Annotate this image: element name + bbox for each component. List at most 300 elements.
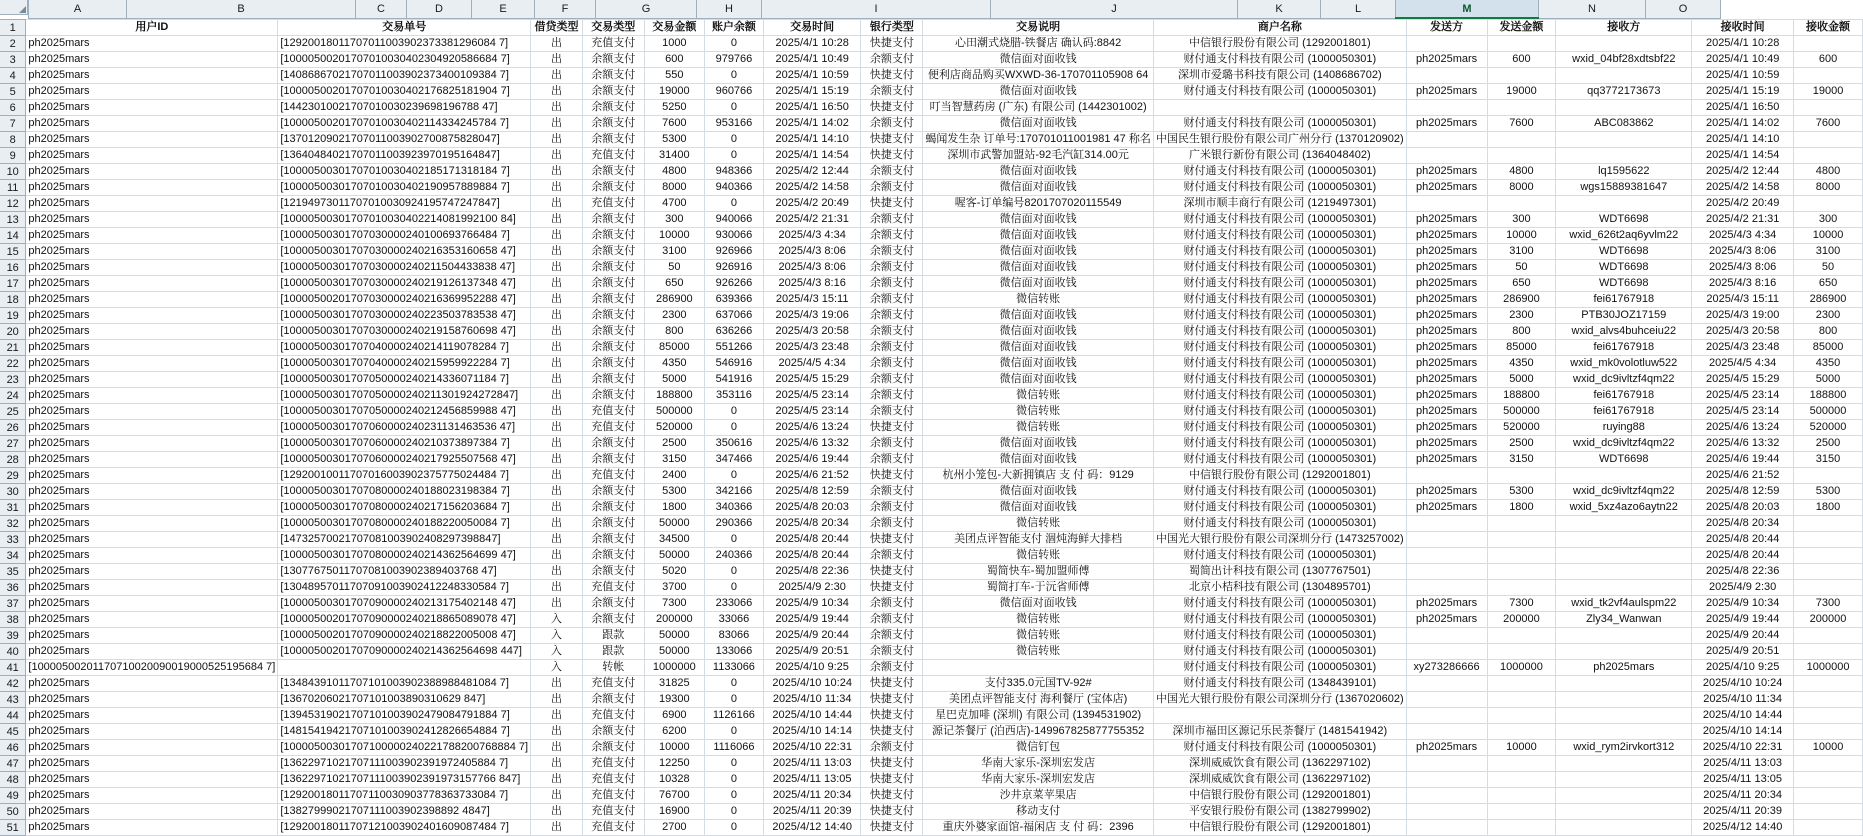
cell-d-40[interactable]: 跟款 — [582, 644, 644, 660]
cell-e-43[interactable]: 19300 — [644, 692, 704, 708]
cell-h-44[interactable]: 快捷支付 — [861, 708, 923, 724]
cell-d-18[interactable]: 余额支付 — [582, 292, 644, 308]
cell-g-10[interactable]: 2025/4/2 12:44 — [763, 164, 861, 180]
cell-m-6[interactable] — [1556, 100, 1692, 116]
cell-g-14[interactable]: 2025/4/3 4:34 — [763, 228, 861, 244]
cell-o-43[interactable] — [1794, 692, 1863, 708]
cell-f-47[interactable]: 0 — [704, 756, 763, 772]
table-row[interactable] — [0, 324, 1863, 340]
cell-i-15[interactable]: 微信面对面收钱 — [923, 244, 1154, 260]
cell-h-28[interactable]: 余额支付 — [861, 452, 923, 468]
cell-f-42[interactable]: 0 — [704, 676, 763, 692]
cell-l-42[interactable] — [1487, 676, 1556, 692]
row-header[interactable]: 30 — [0, 484, 26, 500]
table-row[interactable] — [0, 148, 1863, 164]
table-row[interactable] — [0, 420, 1863, 436]
cell-c-50[interactable]: 出 — [531, 804, 583, 820]
cell-j-25[interactable]: 财付通支付科技有限公司 (1000050301) — [1154, 404, 1407, 420]
cell-j-37[interactable]: 财付通支付科技有限公司 (1000050301) — [1154, 596, 1407, 612]
cell-h-33[interactable]: 快捷支付 — [861, 532, 923, 548]
cell-n-41[interactable]: 2025/4/10 9:25 — [1692, 660, 1794, 676]
cell-d-45[interactable]: 余额支付 — [582, 724, 644, 740]
cell-h-3[interactable]: 余额支付 — [861, 52, 923, 68]
cell-g-40[interactable]: 2025/4/9 20:51 — [763, 644, 861, 660]
cell-d-44[interactable]: 充值支付 — [582, 708, 644, 724]
cell-b-29[interactable]: [12920010011707016003902375775024484 7] — [278, 468, 531, 484]
cell-a-5[interactable]: ph2025mars — [26, 84, 278, 100]
cell-f-51[interactable]: 0 — [704, 820, 763, 836]
cell-b-45[interactable]: [14815419421707101003902412826654884 7] — [278, 724, 531, 740]
cell-d-10[interactable]: 余额支付 — [582, 164, 644, 180]
cell-o-41[interactable]: 1000000 — [1794, 660, 1863, 676]
row-header[interactable]: 25 — [0, 404, 26, 420]
cell-c-35[interactable]: 出 — [531, 564, 583, 580]
cell-g-15[interactable]: 2025/4/3 8:06 — [763, 244, 861, 260]
cell-i-46[interactable]: 微信钉包 — [923, 740, 1154, 756]
cell-m-32[interactable] — [1556, 516, 1692, 532]
cell-c-39[interactable]: 入 — [531, 628, 583, 644]
cell-n-43[interactable]: 2025/4/10 11:34 — [1692, 692, 1794, 708]
cell-f-8[interactable]: 0 — [704, 132, 763, 148]
cell-g-49[interactable]: 2025/4/11 20:34 — [763, 788, 861, 804]
cell-c-43[interactable]: 出 — [531, 692, 583, 708]
cell-f-36[interactable]: 0 — [704, 580, 763, 596]
row-header[interactable]: 18 — [0, 292, 26, 308]
cell-e-19[interactable]: 2300 — [644, 308, 704, 324]
cell-a-45[interactable]: ph2025mars — [26, 724, 278, 740]
cell-o-15[interactable]: 3100 — [1794, 244, 1863, 260]
cell-n-8[interactable]: 2025/4/1 14:10 — [1692, 132, 1794, 148]
cell-e-47[interactable]: 12250 — [644, 756, 704, 772]
cell-f-11[interactable]: 940366 — [704, 180, 763, 196]
cell-m-17[interactable]: WDT6698 — [1556, 276, 1692, 292]
cell-h-41[interactable]: 余额支付 — [861, 660, 923, 676]
column-header-d[interactable]: D — [407, 0, 472, 18]
cell-b-36[interactable]: [13048957011707091003902412248330584 7] — [278, 580, 531, 596]
cell-n-37[interactable]: 2025/4/9 10:34 — [1692, 596, 1794, 612]
cell-n-7[interactable]: 2025/4/1 14:02 — [1692, 116, 1794, 132]
row-header[interactable]: 26 — [0, 420, 26, 436]
table-row[interactable] — [0, 100, 1863, 116]
cell-n-5[interactable]: 2025/4/1 15:19 — [1692, 84, 1794, 100]
table-row[interactable] — [0, 52, 1863, 68]
table-row[interactable] — [0, 724, 1863, 740]
cell-h-19[interactable]: 余额支付 — [861, 308, 923, 324]
cell-j-38[interactable]: 财付通支付科技有限公司 (1000050301) — [1154, 612, 1407, 628]
cell-b-51[interactable]: [12920018011707121003902401609087484 7] — [278, 820, 531, 836]
cell-f-50[interactable]: 0 — [704, 804, 763, 820]
cell-n-39[interactable]: 2025/4/9 20:44 — [1692, 628, 1794, 644]
cell-l-37[interactable]: 7300 — [1487, 596, 1556, 612]
cell-n-27[interactable]: 2025/4/6 13:32 — [1692, 436, 1794, 452]
cell-b-1[interactable]: 交易单号 — [278, 20, 531, 36]
cell-m-30[interactable]: wxid_dc9ivltzf4qm22 — [1556, 484, 1692, 500]
table-row[interactable] — [0, 196, 1863, 212]
cell-o-3[interactable]: 600 — [1794, 52, 1863, 68]
cell-i-18[interactable]: 微信转账 — [923, 292, 1154, 308]
cell-m-12[interactable] — [1556, 196, 1692, 212]
cell-k-32[interactable] — [1406, 516, 1487, 532]
cell-i-28[interactable]: 微信面对面收钱 — [923, 452, 1154, 468]
cell-d-11[interactable]: 余额支付 — [582, 180, 644, 196]
cell-c-51[interactable]: 出 — [531, 820, 583, 836]
cell-g-4[interactable]: 2025/4/1 10:59 — [763, 68, 861, 84]
cell-i-19[interactable]: 微信面对面收钱 — [923, 308, 1154, 324]
cell-m-4[interactable] — [1556, 68, 1692, 84]
cell-e-42[interactable]: 31825 — [644, 676, 704, 692]
cell-f-31[interactable]: 340366 — [704, 500, 763, 516]
cell-k-21[interactable]: ph2025mars — [1406, 340, 1487, 356]
cell-e-6[interactable]: 5250 — [644, 100, 704, 116]
cell-b-38[interactable]: [10000500201707090000240218865089078 47] — [278, 612, 531, 628]
cell-n-47[interactable]: 2025/4/11 13:03 — [1692, 756, 1794, 772]
cell-c-42[interactable]: 出 — [531, 676, 583, 692]
cell-n-49[interactable]: 2025/4/11 20:34 — [1692, 788, 1794, 804]
cell-e-39[interactable]: 50000 — [644, 628, 704, 644]
cell-j-17[interactable]: 财付通支付科技有限公司 (1000050301) — [1154, 276, 1407, 292]
cell-e-37[interactable]: 7300 — [644, 596, 704, 612]
cell-h-2[interactable]: 快捷支付 — [861, 36, 923, 52]
cell-a-33[interactable]: ph2025mars — [26, 532, 278, 548]
cell-k-19[interactable]: ph2025mars — [1406, 308, 1487, 324]
table-row[interactable] — [0, 756, 1863, 772]
cell-b-8[interactable]: [13701209021707011003902700875828047] — [278, 132, 531, 148]
cell-d-42[interactable]: 充值支付 — [582, 676, 644, 692]
table-row[interactable] — [0, 68, 1863, 84]
cell-b-42[interactable]: [13484391011707101003902388988481084 7] — [278, 676, 531, 692]
row-header[interactable]: 37 — [0, 596, 26, 612]
cell-m-26[interactable]: ruying88 — [1556, 420, 1692, 436]
cell-e-24[interactable]: 188800 — [644, 388, 704, 404]
cell-i-4[interactable]: 便利店商品购买WXWD-36-170701105908 64 — [923, 68, 1154, 84]
cell-d-20[interactable]: 余额支付 — [582, 324, 644, 340]
cell-n-45[interactable]: 2025/4/10 14:14 — [1692, 724, 1794, 740]
cell-f-49[interactable]: 0 — [704, 788, 763, 804]
cell-g-24[interactable]: 2025/4/5 23:14 — [763, 388, 861, 404]
cell-g-23[interactable]: 2025/4/5 15:29 — [763, 372, 861, 388]
cell-b-28[interactable]: [10000500301707060000240217925507568 47] — [278, 452, 531, 468]
row-header[interactable]: 14 — [0, 228, 26, 244]
table-row[interactable] — [0, 228, 1863, 244]
cell-d-49[interactable]: 充值支付 — [582, 788, 644, 804]
cell-b-27[interactable]: [10000500301707060000240210373897384 7] — [278, 436, 531, 452]
row-header[interactable]: 9 — [0, 148, 26, 164]
row-header[interactable]: 22 — [0, 356, 26, 372]
cell-n-1[interactable]: 接收时间 — [1692, 20, 1794, 36]
cell-l-23[interactable]: 5000 — [1487, 372, 1556, 388]
cell-k-24[interactable]: ph2025mars — [1406, 388, 1487, 404]
cell-n-51[interactable]: 2025/4/12 14:40 — [1692, 820, 1794, 836]
cell-m-35[interactable] — [1556, 564, 1692, 580]
cell-d-15[interactable]: 余额支付 — [582, 244, 644, 260]
cell-i-44[interactable]: 星巴克加啡 (深圳) 有限公司 (1394531902) — [923, 708, 1154, 724]
cell-g-34[interactable]: 2025/4/8 20:44 — [763, 548, 861, 564]
cell-i-16[interactable]: 微信面对面收钱 — [923, 260, 1154, 276]
cell-a-49[interactable]: ph2025mars — [26, 788, 278, 804]
cell-l-18[interactable]: 286900 — [1487, 292, 1556, 308]
cell-n-33[interactable]: 2025/4/8 20:44 — [1692, 532, 1794, 548]
cell-d-34[interactable]: 余额支付 — [582, 548, 644, 564]
cell-a-38[interactable]: ph2025mars — [26, 612, 278, 628]
cell-e-13[interactable]: 300 — [644, 212, 704, 228]
cell-g-30[interactable]: 2025/4/8 12:59 — [763, 484, 861, 500]
row-header[interactable]: 4 — [0, 68, 26, 84]
cell-o-16[interactable]: 50 — [1794, 260, 1863, 276]
cell-o-8[interactable] — [1794, 132, 1863, 148]
cell-f-14[interactable]: 930066 — [704, 228, 763, 244]
cell-i-39[interactable]: 微信转账 — [923, 628, 1154, 644]
cell-h-24[interactable]: 余额支付 — [861, 388, 923, 404]
cell-j-23[interactable]: 财付通支付科技有限公司 (1000050301) — [1154, 372, 1407, 388]
cell-k-27[interactable]: ph2025mars — [1406, 436, 1487, 452]
column-header-o[interactable]: O — [1646, 0, 1721, 18]
cell-a-3[interactable]: ph2025mars — [26, 52, 278, 68]
cell-h-13[interactable]: 余额支付 — [861, 212, 923, 228]
cell-o-7[interactable]: 7600 — [1794, 116, 1863, 132]
cell-g-26[interactable]: 2025/4/6 13:24 — [763, 420, 861, 436]
cell-o-34[interactable] — [1794, 548, 1863, 564]
cell-c-32[interactable]: 出 — [531, 516, 583, 532]
cell-j-29[interactable]: 中信银行股份有限公司 (1292001801) — [1154, 468, 1407, 484]
cell-j-2[interactable]: 中信银行股份有限公司 (1292001801) — [1154, 36, 1407, 52]
cell-i-20[interactable]: 微信面对面收钱 — [923, 324, 1154, 340]
table-row[interactable] — [0, 404, 1863, 420]
row-header[interactable]: 17 — [0, 276, 26, 292]
cell-d-5[interactable]: 余额支付 — [582, 84, 644, 100]
cell-a-12[interactable]: ph2025mars — [26, 196, 278, 212]
cell-n-30[interactable]: 2025/4/8 12:59 — [1692, 484, 1794, 500]
cell-a-28[interactable]: ph2025mars — [26, 452, 278, 468]
cell-n-32[interactable]: 2025/4/8 20:34 — [1692, 516, 1794, 532]
cell-k-28[interactable]: ph2025mars — [1406, 452, 1487, 468]
cell-b-44[interactable]: [13945319021707101003902479084791884 7] — [278, 708, 531, 724]
cell-j-20[interactable]: 财付通支付科技有限公司 (1000050301) — [1154, 324, 1407, 340]
cell-a-51[interactable]: ph2025mars — [26, 820, 278, 836]
cell-l-49[interactable] — [1487, 788, 1556, 804]
cell-b-50[interactable]: [13827999021707111003902398892 4847] — [278, 804, 531, 820]
cell-o-12[interactable] — [1794, 196, 1863, 212]
cell-c-27[interactable]: 出 — [531, 436, 583, 452]
cell-g-35[interactable]: 2025/4/8 22:36 — [763, 564, 861, 580]
cell-g-17[interactable]: 2025/4/3 8:16 — [763, 276, 861, 292]
cell-o-38[interactable]: 200000 — [1794, 612, 1863, 628]
row-header[interactable]: 50 — [0, 804, 26, 820]
cell-c-41[interactable]: 入 — [531, 660, 583, 676]
cell-m-45[interactable] — [1556, 724, 1692, 740]
cell-n-34[interactable]: 2025/4/8 20:44 — [1692, 548, 1794, 564]
cell-b-33[interactable]: [14732570021707081003902408297398847] — [278, 532, 531, 548]
cell-e-2[interactable]: 1000 — [644, 36, 704, 52]
cell-k-15[interactable]: ph2025mars — [1406, 244, 1487, 260]
cell-d-31[interactable]: 余额支付 — [582, 500, 644, 516]
row-header[interactable]: 48 — [0, 772, 26, 788]
cell-h-25[interactable]: 余额支付 — [861, 404, 923, 420]
cell-n-40[interactable]: 2025/4/9 20:51 — [1692, 644, 1794, 660]
cell-d-26[interactable]: 充值支付 — [582, 420, 644, 436]
cell-h-29[interactable]: 快捷支付 — [861, 468, 923, 484]
cell-e-40[interactable]: 50000 — [644, 644, 704, 660]
cell-h-35[interactable]: 快捷支付 — [861, 564, 923, 580]
cell-i-7[interactable]: 微信面对面收钱 — [923, 116, 1154, 132]
cell-j-31[interactable]: 财付通支付科技有限公司 (1000050301) — [1154, 500, 1407, 516]
table-row[interactable] — [0, 820, 1863, 836]
cell-g-7[interactable]: 2025/4/1 14:02 — [763, 116, 861, 132]
cell-d-7[interactable]: 余额支付 — [582, 116, 644, 132]
cell-e-41[interactable]: 1000000 — [644, 660, 704, 676]
cell-c-25[interactable]: 出 — [531, 404, 583, 420]
cell-o-44[interactable] — [1794, 708, 1863, 724]
cell-c-7[interactable]: 出 — [531, 116, 583, 132]
cell-g-19[interactable]: 2025/4/3 19:06 — [763, 308, 861, 324]
cell-g-12[interactable]: 2025/4/2 20:49 — [763, 196, 861, 212]
cell-o-33[interactable] — [1794, 532, 1863, 548]
cell-o-18[interactable]: 286900 — [1794, 292, 1863, 308]
cell-m-31[interactable]: wxid_5xz4azo6aytn22 — [1556, 500, 1692, 516]
cell-a-34[interactable]: ph2025mars — [26, 548, 278, 564]
cell-m-13[interactable]: WDT6698 — [1556, 212, 1692, 228]
cell-f-35[interactable]: 0 — [704, 564, 763, 580]
cell-j-22[interactable]: 财付通支付科技有限公司 (1000050301) — [1154, 356, 1407, 372]
cell-b-2[interactable]: [12920018011707011003902373381296084 7] — [278, 36, 531, 52]
cell-e-27[interactable]: 2500 — [644, 436, 704, 452]
cell-m-44[interactable] — [1556, 708, 1692, 724]
cell-k-14[interactable]: ph2025mars — [1406, 228, 1487, 244]
cell-h-21[interactable]: 余额支付 — [861, 340, 923, 356]
cell-i-14[interactable]: 微信面对面收钱 — [923, 228, 1154, 244]
cell-h-31[interactable]: 余额支付 — [861, 500, 923, 516]
cell-e-1[interactable]: 交易金额 — [644, 20, 704, 36]
cell-l-7[interactable]: 7600 — [1487, 116, 1556, 132]
row-header[interactable]: 7 — [0, 116, 26, 132]
cell-l-41[interactable]: 1000000 — [1487, 660, 1556, 676]
cell-k-43[interactable] — [1406, 692, 1487, 708]
cell-k-22[interactable]: ph2025mars — [1406, 356, 1487, 372]
cell-e-22[interactable]: 4350 — [644, 356, 704, 372]
cell-j-32[interactable]: 财付通支付科技有限公司 (1000050301) — [1154, 516, 1407, 532]
cell-i-51[interactable]: 重庆外婆家面馆-福闲店 支 付 码：2396 — [923, 820, 1154, 836]
cell-b-23[interactable]: [10000500301707050000240214336071184 7] — [278, 372, 531, 388]
cell-e-11[interactable]: 8000 — [644, 180, 704, 196]
cell-f-25[interactable]: 0 — [704, 404, 763, 420]
cell-d-48[interactable]: 充值支付 — [582, 772, 644, 788]
cell-j-8[interactable]: 中国民生银行股份有限公司广州分行 (1370120902) — [1154, 132, 1407, 148]
cell-m-18[interactable]: fei61767918 — [1556, 292, 1692, 308]
cell-e-14[interactable]: 10000 — [644, 228, 704, 244]
cell-m-48[interactable] — [1556, 772, 1692, 788]
cell-i-2[interactable]: 心田潮式烧腊-铁餐店 确认码:8842 — [923, 36, 1154, 52]
cell-o-27[interactable]: 2500 — [1794, 436, 1863, 452]
cell-k-36[interactable] — [1406, 580, 1487, 596]
cell-h-34[interactable]: 余额支付 — [861, 548, 923, 564]
cell-a-47[interactable]: ph2025mars — [26, 756, 278, 772]
cell-j-41[interactable]: 财付通支付科技有限公司 (1000050301) — [1154, 660, 1407, 676]
cell-o-50[interactable] — [1794, 804, 1863, 820]
cell-i-37[interactable]: 微信面对面收钱 — [923, 596, 1154, 612]
row-header[interactable]: 5 — [0, 84, 26, 100]
cell-h-46[interactable]: 余额支付 — [861, 740, 923, 756]
data-table[interactable] — [0, 19, 1863, 836]
cell-f-45[interactable]: 0 — [704, 724, 763, 740]
row-header[interactable]: 1 — [0, 20, 26, 36]
cell-m-5[interactable]: qq3772173673 — [1556, 84, 1692, 100]
row-header[interactable]: 49 — [0, 788, 26, 804]
cell-i-24[interactable]: 微信转账 — [923, 388, 1154, 404]
cell-g-16[interactable]: 2025/4/3 8:06 — [763, 260, 861, 276]
cell-h-49[interactable]: 快捷支付 — [861, 788, 923, 804]
cell-n-10[interactable]: 2025/4/2 12:44 — [1692, 164, 1794, 180]
cell-j-9[interactable]: 广米银行新份有限公司 (1364048402) — [1154, 148, 1407, 164]
row-header[interactable]: 41 — [0, 660, 26, 676]
cell-i-43[interactable]: 美团点评智能支付 海利餐厅 (宝体店) — [923, 692, 1154, 708]
cell-b-49[interactable]: [12920018011707110030903778363733084 7] — [278, 788, 531, 804]
cell-j-14[interactable]: 财付通支付科技有限公司 (1000050301) — [1154, 228, 1407, 244]
cell-k-35[interactable] — [1406, 564, 1487, 580]
row-header[interactable]: 43 — [0, 692, 26, 708]
cell-m-3[interactable]: wxid_04bf28xdtsbf22 — [1556, 52, 1692, 68]
cell-a-13[interactable]: ph2025mars — [26, 212, 278, 228]
cell-e-7[interactable]: 7600 — [644, 116, 704, 132]
cell-i-34[interactable]: 微信转账 — [923, 548, 1154, 564]
cell-h-51[interactable]: 快捷支付 — [861, 820, 923, 836]
cell-i-10[interactable]: 微信面对面收钱 — [923, 164, 1154, 180]
table-row[interactable] — [0, 244, 1863, 260]
cell-k-39[interactable] — [1406, 628, 1487, 644]
cell-c-15[interactable]: 出 — [531, 244, 583, 260]
cell-o-36[interactable] — [1794, 580, 1863, 596]
table-row[interactable] — [0, 660, 1863, 676]
cell-g-36[interactable]: 2025/4/9 2:30 — [763, 580, 861, 596]
cell-m-9[interactable] — [1556, 148, 1692, 164]
cell-e-33[interactable]: 34500 — [644, 532, 704, 548]
cell-l-31[interactable]: 1800 — [1487, 500, 1556, 516]
table-row[interactable] — [0, 372, 1863, 388]
cell-a-41[interactable]: [10000500201170710020090019000525195684 7] — [26, 660, 278, 676]
cell-d-22[interactable]: 余额支付 — [582, 356, 644, 372]
cell-o-49[interactable] — [1794, 788, 1863, 804]
cell-i-47[interactable]: 华南大家乐-深圳宏发店 — [923, 756, 1154, 772]
cell-o-26[interactable]: 520000 — [1794, 420, 1863, 436]
cell-a-26[interactable]: ph2025mars — [26, 420, 278, 436]
cell-l-30[interactable]: 5300 — [1487, 484, 1556, 500]
cell-o-25[interactable]: 500000 — [1794, 404, 1863, 420]
row-header[interactable]: 20 — [0, 324, 26, 340]
cell-f-48[interactable]: 0 — [704, 772, 763, 788]
cell-g-9[interactable]: 2025/4/1 14:54 — [763, 148, 861, 164]
cell-e-10[interactable]: 4800 — [644, 164, 704, 180]
cell-b-7[interactable]: [10000500201707010030402114334245784 7] — [278, 116, 531, 132]
cell-c-5[interactable]: 出 — [531, 84, 583, 100]
cell-a-29[interactable]: ph2025mars — [26, 468, 278, 484]
cell-i-50[interactable]: 移动支付 — [923, 804, 1154, 820]
cell-e-8[interactable]: 5300 — [644, 132, 704, 148]
table-row[interactable] — [0, 388, 1863, 404]
row-header[interactable]: 40 — [0, 644, 26, 660]
cell-i-31[interactable]: 微信面对面收钱 — [923, 500, 1154, 516]
column-header-j[interactable]: J — [991, 0, 1238, 18]
cell-a-20[interactable]: ph2025mars — [26, 324, 278, 340]
cell-e-16[interactable]: 50 — [644, 260, 704, 276]
cell-e-3[interactable]: 600 — [644, 52, 704, 68]
column-header-i[interactable]: I — [762, 0, 991, 18]
cell-b-11[interactable]: [10000500301707010030402190957889884 7] — [278, 180, 531, 196]
cell-f-38[interactable]: 33066 — [704, 612, 763, 628]
cell-g-21[interactable]: 2025/4/3 23:48 — [763, 340, 861, 356]
cell-i-33[interactable]: 美团点评智能支付 涸炖海鲜大排档 — [923, 532, 1154, 548]
cell-a-32[interactable]: ph2025mars — [26, 516, 278, 532]
cell-j-50[interactable]: 平安银行股份有限公司 (1382799902) — [1154, 804, 1407, 820]
cell-k-50[interactable] — [1406, 804, 1487, 820]
cell-f-10[interactable]: 948366 — [704, 164, 763, 180]
